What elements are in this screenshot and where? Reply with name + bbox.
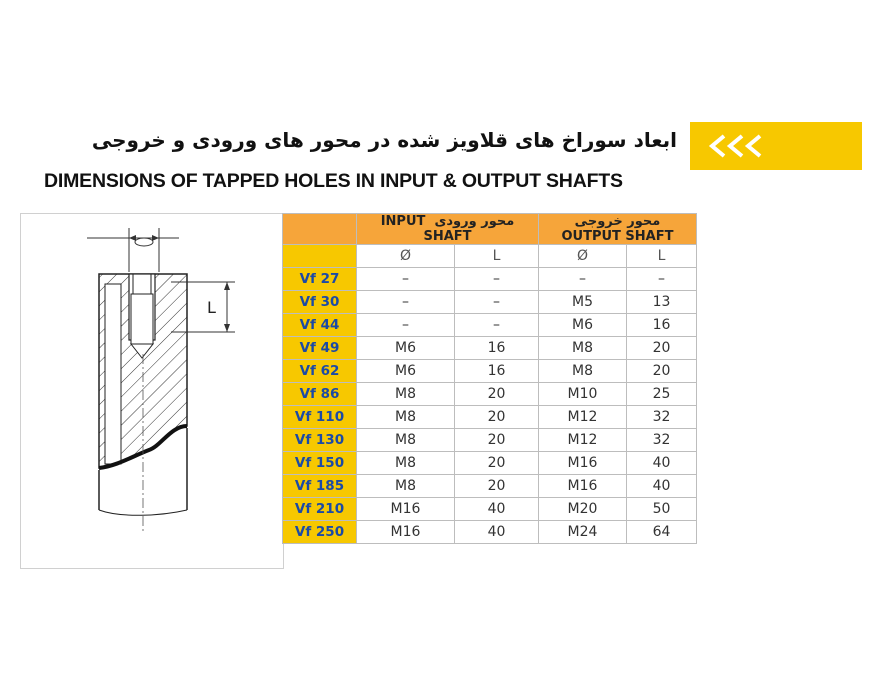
table-corner [283, 214, 357, 245]
table-row [283, 360, 697, 383]
table-row [283, 406, 697, 429]
row-model: Vf 44 [283, 314, 357, 337]
table-cell: M16 [539, 475, 627, 498]
table-cell: 50 [627, 498, 697, 521]
table-cell: – [357, 268, 455, 291]
table-cell: – [357, 314, 455, 337]
table-row [283, 268, 697, 291]
table-cell: M8 [357, 475, 455, 498]
table-cell: 40 [627, 475, 697, 498]
row-model: Vf 86 [283, 383, 357, 406]
table-cell: 20 [455, 452, 539, 475]
col-output-diameter: Ø [539, 245, 627, 268]
table-row [283, 498, 697, 521]
row-model: Vf 210 [283, 498, 357, 521]
table-cell: M6 [539, 314, 627, 337]
row-model: Vf 185 [283, 475, 357, 498]
table-cell: 20 [455, 383, 539, 406]
table-cell: M24 [539, 521, 627, 544]
row-model: Vf 27 [283, 268, 357, 291]
shaft-section-drawing [21, 214, 283, 568]
table-cell: – [539, 268, 627, 291]
dimensions-table [282, 213, 697, 544]
table-row [283, 521, 697, 544]
table-cell: 20 [455, 406, 539, 429]
table-cell: M8 [539, 337, 627, 360]
dimension-label-l: L [207, 298, 216, 317]
row-model: Vf 130 [283, 429, 357, 452]
table-cell: 20 [627, 337, 697, 360]
table-cell: 64 [627, 521, 697, 544]
table-cell: M8 [357, 406, 455, 429]
sub-header-row [283, 245, 697, 268]
table-cell: M12 [539, 429, 627, 452]
table-row [283, 291, 697, 314]
row-model: Vf 110 [283, 406, 357, 429]
table-row [283, 452, 697, 475]
col-input-length: L [455, 245, 539, 268]
table-cell: M16 [357, 498, 455, 521]
page-title-en: DIMENSIONS OF TAPPED HOLES IN INPUT & OUTPUT SHAFTS [44, 170, 623, 192]
table-row [283, 429, 697, 452]
table-cell: 16 [455, 360, 539, 383]
row-model: Vf 62 [283, 360, 357, 383]
col-output-length: L [627, 245, 697, 268]
table-cell: – [455, 314, 539, 337]
page-title-fa: ابعاد سوراخ های قلاویز شده در محور های ورودی و خروجی [91, 128, 677, 152]
table-cell: 40 [627, 452, 697, 475]
shaft-drawing [20, 213, 284, 569]
table-row [283, 475, 697, 498]
table-cell: 16 [455, 337, 539, 360]
table-cell: 13 [627, 291, 697, 314]
table-cell: 20 [627, 360, 697, 383]
table-cell: M6 [357, 337, 455, 360]
table-cell: M8 [357, 452, 455, 475]
col-input-diameter: Ø [357, 245, 455, 268]
table-cell: 25 [627, 383, 697, 406]
table-cell: 40 [455, 498, 539, 521]
row-model: Vf 150 [283, 452, 357, 475]
table-cell: M10 [539, 383, 627, 406]
table-cell: M8 [357, 429, 455, 452]
row-model: Vf 49 [283, 337, 357, 360]
table-cell: 20 [455, 475, 539, 498]
table-cell: 40 [455, 521, 539, 544]
table-cell: – [455, 291, 539, 314]
table-cell: 32 [627, 429, 697, 452]
chevron-left-icon [740, 134, 764, 158]
table-cell: M20 [539, 498, 627, 521]
table-cell: M12 [539, 406, 627, 429]
table-row [283, 314, 697, 337]
table-cell: M16 [539, 452, 627, 475]
table-cell: 20 [455, 429, 539, 452]
table-cell: – [627, 268, 697, 291]
table-cell: M6 [357, 360, 455, 383]
table-row [283, 337, 697, 360]
table-cell: M16 [357, 521, 455, 544]
row-model: Vf 250 [283, 521, 357, 544]
input-shaft-header: محور ورودی INPUT SHAFT [357, 214, 539, 245]
table-cell: M5 [539, 291, 627, 314]
table-cell: M8 [539, 360, 627, 383]
row-model: Vf 30 [283, 291, 357, 314]
table-cell: – [357, 291, 455, 314]
table-cell: 32 [627, 406, 697, 429]
table-cell: 16 [627, 314, 697, 337]
table-row [283, 383, 697, 406]
table-cell: M8 [357, 383, 455, 406]
table-cell: – [455, 268, 539, 291]
output-shaft-header: محور خروجی OUTPUT SHAFT [539, 214, 697, 245]
